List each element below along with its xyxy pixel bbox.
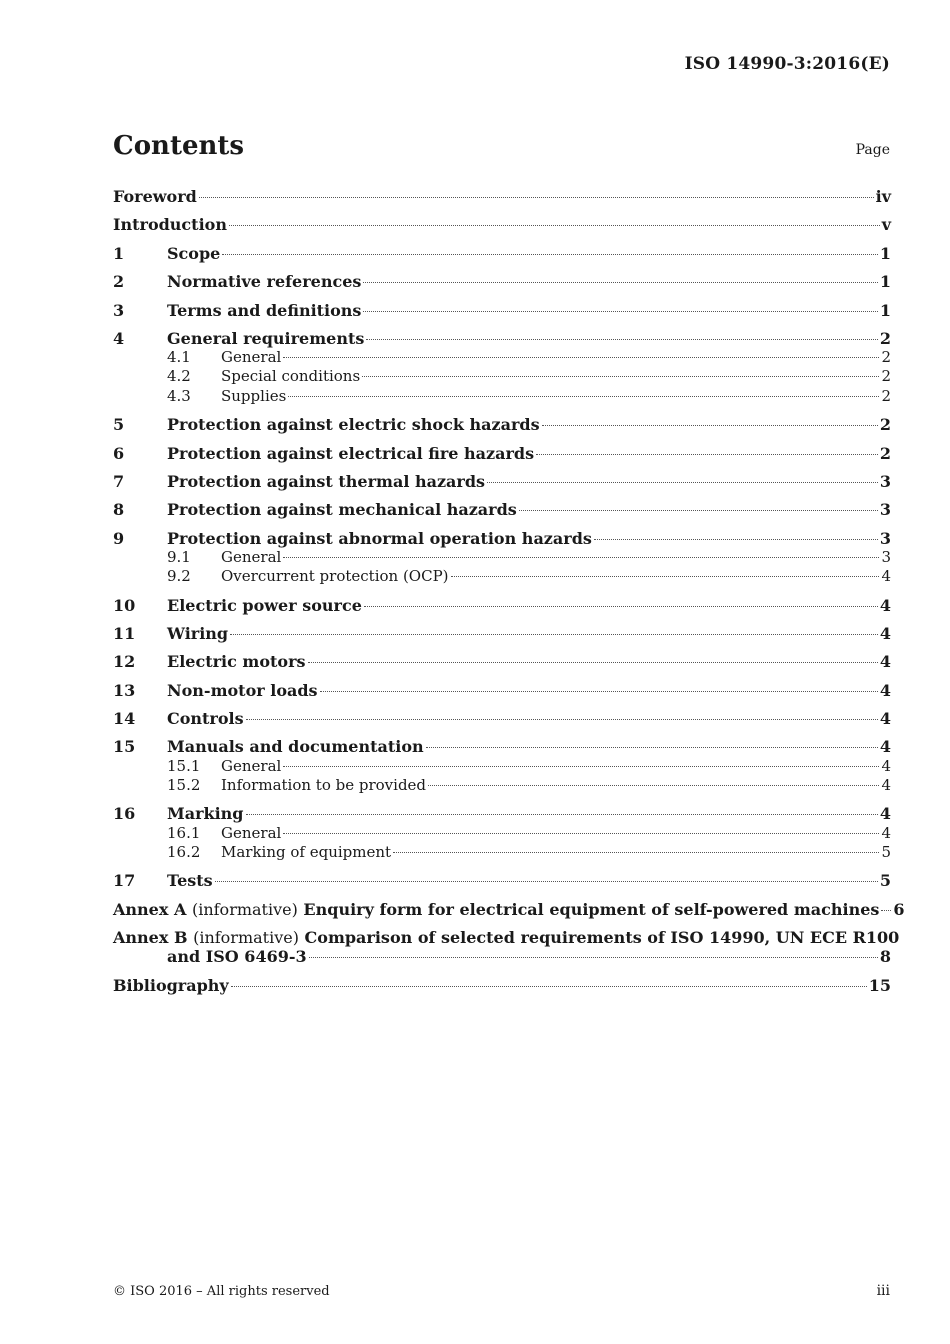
- toc-entry-16-1[interactable]: [113, 824, 891, 843]
- toc-entry-title: Protection against thermal hazards: [167, 472, 486, 491]
- dot-leader: [487, 482, 878, 483]
- dot-leader: [199, 197, 874, 198]
- dot-leader: [536, 454, 878, 455]
- dot-leader: [222, 254, 878, 255]
- toc-entry-number: 17: [113, 871, 136, 890]
- dot-leader: [283, 766, 879, 767]
- toc-entry-page: 4: [881, 824, 891, 842]
- toc-entry-page: 2: [879, 329, 891, 348]
- dot-leader: [451, 576, 880, 577]
- toc-entry-number: 4.3: [167, 387, 191, 405]
- dot-leader: [283, 357, 879, 358]
- toc-entry-title: Electric motors: [167, 652, 306, 671]
- dot-leader: [363, 282, 877, 283]
- dot-leader: [231, 986, 867, 987]
- toc-entry-15[interactable]: [113, 736, 891, 757]
- dot-leader: [215, 881, 878, 882]
- toc-entry-number: 1: [113, 244, 125, 263]
- toc-entry-17[interactable]: [113, 870, 891, 891]
- toc-entry-title: Normative references: [167, 272, 362, 291]
- toc-entry-number: 13: [113, 681, 136, 700]
- toc-entry-title: Electric power source: [167, 596, 362, 615]
- toc-entry-title: General: [221, 757, 282, 775]
- toc-entry-title: Protection against mechanical hazards: [167, 500, 517, 519]
- toc-entry-title: General: [221, 824, 282, 842]
- toc-entry-4[interactable]: [113, 328, 891, 349]
- toc-entry-3[interactable]: [113, 300, 891, 321]
- dot-leader: [229, 225, 880, 226]
- annex-title-line1: Comparison of selected requirements of ISO 14990, UN ECE R100: [304, 928, 900, 947]
- toc-entry-2[interactable]: [113, 271, 891, 292]
- toc-entry-page: 1: [879, 272, 891, 291]
- toc-entry-4-1[interactable]: [113, 348, 891, 367]
- annex-label: Annex A: [113, 900, 187, 919]
- toc-entry-page: 15: [868, 976, 891, 995]
- toc-entry-4-2[interactable]: [113, 367, 891, 386]
- toc-entry-title: Special conditions: [221, 367, 361, 385]
- toc-entry-8[interactable]: [113, 499, 891, 520]
- toc-entry-number: 15: [113, 737, 136, 756]
- toc-entry-4-3[interactable]: [113, 387, 891, 406]
- toc-entry-page: 2: [881, 348, 891, 366]
- toc-entry-12[interactable]: [113, 651, 891, 672]
- toc-entry-foreword[interactable]: [113, 186, 891, 207]
- toc-entry-page: 2: [879, 415, 891, 434]
- dot-leader: [542, 425, 878, 426]
- toc-entry-title: Protection against electric shock hazards: [167, 415, 540, 434]
- toc-entry-page: 3: [879, 529, 891, 548]
- toc-entry-15-1[interactable]: [113, 757, 891, 776]
- dot-leader: [426, 747, 878, 748]
- toc-entry-page: 4: [879, 709, 891, 728]
- toc-entry-title: Information to be provided: [221, 776, 427, 794]
- dot-leader: [246, 814, 878, 815]
- toc-entry-number: 9.1: [167, 548, 191, 566]
- toc-entry-page: 5: [879, 871, 891, 890]
- toc-entry-number: 9: [113, 529, 125, 548]
- annex-informative: (informative): [191, 900, 298, 919]
- toc-entry-number: 4.2: [167, 367, 191, 385]
- toc-entry-page: 3: [881, 548, 891, 566]
- toc-entry-number: 10: [113, 596, 136, 615]
- toc-entry-number: 9.2: [167, 567, 191, 585]
- toc-entry-number: 3: [113, 301, 125, 320]
- toc-entry-number: 5: [113, 415, 125, 434]
- toc-entry-introduction[interactable]: [113, 214, 891, 235]
- dot-leader: [283, 833, 879, 834]
- toc-entry-number: 6: [113, 444, 125, 463]
- dot-leader: [308, 662, 878, 663]
- dot-leader: [246, 719, 878, 720]
- toc-entry-page: 8: [879, 947, 891, 966]
- dot-leader: [283, 557, 879, 558]
- toc-entry-title: Scope: [167, 244, 221, 263]
- toc-entry-page: 3: [879, 500, 891, 519]
- toc-entry-title: General requirements: [167, 329, 365, 348]
- toc-entry-page: 1: [879, 244, 891, 263]
- toc-entry-9-1[interactable]: [113, 548, 891, 567]
- dot-leader: [519, 510, 878, 511]
- toc-entry-number: 11: [113, 624, 136, 643]
- dot-leader: [364, 606, 878, 607]
- toc-entry-title: Protection against electrical fire hazards: [167, 444, 535, 463]
- toc-entry-title: Controls: [167, 709, 244, 728]
- toc-entry-7[interactable]: [113, 471, 891, 492]
- dot-leader: [363, 311, 877, 312]
- toc-entry-6[interactable]: [113, 443, 891, 464]
- toc-entry-title: Marking: [167, 804, 244, 823]
- document-id-header: ISO 14990-3:2016(E): [684, 54, 890, 74]
- toc-entry-title: General: [221, 348, 282, 366]
- toc-entry-page: 4: [881, 776, 891, 794]
- toc-entry-page: iv: [875, 187, 891, 206]
- dot-leader: [594, 539, 878, 540]
- toc-entry-11[interactable]: [113, 623, 891, 644]
- toc-entry-page: 4: [879, 804, 891, 823]
- toc-entry-page: 3: [879, 472, 891, 491]
- toc-entry-number: 16.1: [167, 824, 201, 842]
- page-column-label: Page: [855, 142, 890, 158]
- toc-entry-10[interactable]: [113, 595, 891, 616]
- toc-entry-number: 16: [113, 804, 136, 823]
- toc-entry-page: 2: [881, 367, 891, 385]
- annex-title-line2: and ISO 6469-3: [167, 947, 307, 966]
- toc-entry-title: Foreword: [113, 187, 197, 206]
- toc-entry-number: 4.1: [167, 348, 191, 366]
- toc-entry-number: 7: [113, 472, 125, 491]
- toc-entry-title: [113, 899, 879, 920]
- toc-entry-page: 5: [881, 843, 891, 861]
- toc-entry-title: Protection against abnormal operation hazards: [167, 529, 592, 548]
- annex-b-first-line: [113, 927, 899, 948]
- toc-entry-1[interactable]: [113, 243, 891, 264]
- toc-entry-5[interactable]: [113, 414, 891, 435]
- toc-entry-number: 8: [113, 500, 125, 519]
- toc-entry-title: General: [221, 548, 282, 566]
- toc-entry-page: 6: [893, 900, 905, 919]
- dot-leader: [309, 957, 878, 958]
- annex-informative: (informative): [193, 928, 299, 947]
- toc-entry-annex-a[interactable]: [113, 899, 905, 920]
- toc-entry-title: Introduction: [113, 215, 227, 234]
- toc-entry-number: 2: [113, 272, 125, 291]
- dot-leader: [320, 691, 878, 692]
- dot-leader: [288, 396, 879, 397]
- toc-entry-page: 4: [879, 652, 891, 671]
- dot-leader: [428, 785, 879, 786]
- annex-label: Annex B: [113, 928, 188, 947]
- dot-leader: [366, 339, 878, 340]
- contents-title: Contents: [113, 131, 245, 161]
- toc-entry-title: Bibliography: [113, 976, 229, 995]
- dot-leader: [362, 376, 879, 377]
- footer-copyright: © ISO 2016 – All rights reserved: [113, 1284, 330, 1299]
- toc-entry-page: 4: [881, 567, 891, 585]
- toc-entry-number: 16.2: [167, 843, 201, 861]
- annex-b-second-line: [113, 946, 891, 967]
- toc-entry-page: 4: [879, 596, 891, 615]
- toc-entry-number: 14: [113, 709, 136, 728]
- toc-entry-title: Marking of equipment: [221, 843, 392, 861]
- toc-entry-15-2[interactable]: [113, 776, 891, 795]
- toc-entry-page: 2: [881, 387, 891, 405]
- toc-entry-number: 12: [113, 652, 136, 671]
- toc-entry-page: 1: [879, 301, 891, 320]
- toc-entry-bibliography[interactable]: [113, 975, 891, 996]
- dot-leader: [393, 852, 879, 853]
- dot-leader: [881, 910, 891, 911]
- toc-entry-page: 2: [879, 444, 891, 463]
- toc-entry-9-2[interactable]: [113, 567, 891, 586]
- toc-entry-title: Terms and definitions: [167, 301, 362, 320]
- toc-entry-page: v: [881, 215, 891, 234]
- toc-entry-number: 4: [113, 329, 125, 348]
- toc-entry-title: Supplies: [221, 387, 287, 405]
- toc-entry-page: 4: [881, 757, 891, 775]
- toc-entry-title: Wiring: [167, 624, 229, 643]
- toc-entry-9[interactable]: [113, 528, 891, 549]
- annex-title: Enquiry form for electrical equipment of self-powered machines: [303, 900, 880, 919]
- toc-entry-title: Overcurrent protection (OCP): [221, 567, 449, 585]
- toc-entry-title: Non-motor loads: [167, 681, 318, 700]
- toc-entry-page: 4: [879, 681, 891, 700]
- toc-entry-page: 4: [879, 737, 891, 756]
- toc-entry-13[interactable]: [113, 680, 891, 701]
- toc-entry-number: 15.1: [167, 757, 201, 775]
- toc-entry-page: 4: [879, 624, 891, 643]
- toc-entry-number: 15.2: [167, 776, 201, 794]
- dot-leader: [230, 634, 878, 635]
- toc-entry-title: Tests: [167, 871, 213, 890]
- footer-page-number: iii: [876, 1283, 890, 1299]
- toc-entry-14[interactable]: [113, 708, 891, 729]
- toc-entry-16[interactable]: [113, 803, 891, 824]
- toc-entry-title: Manuals and documentation: [167, 737, 424, 756]
- toc-entry-16-2[interactable]: [113, 843, 891, 862]
